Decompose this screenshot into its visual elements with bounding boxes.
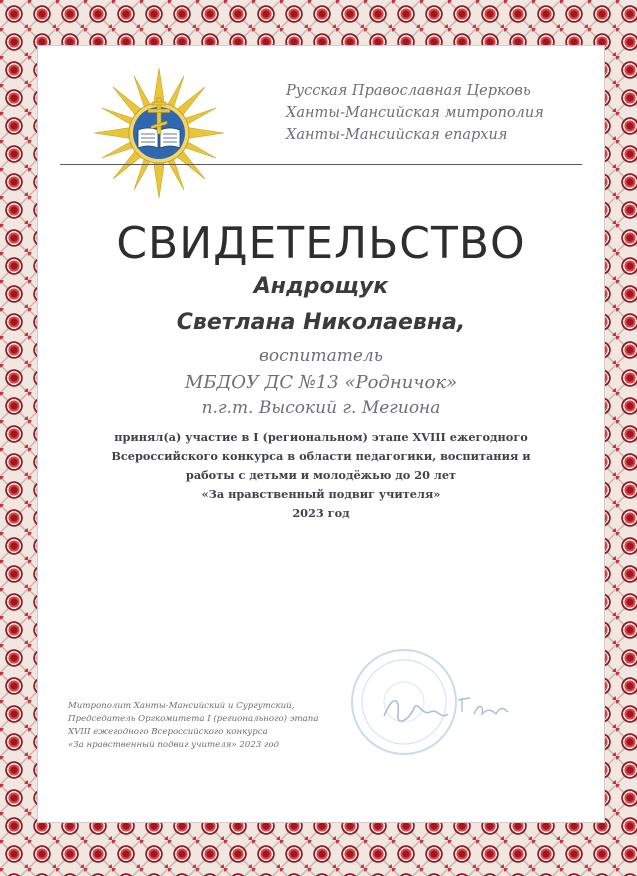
certificate-content xyxy=(38,46,604,822)
signatory-block xyxy=(68,700,358,752)
body-line: Всероссийского конкурса в области педагогики, воспитания и xyxy=(111,449,531,463)
church-emblem-icon xyxy=(94,68,224,198)
church-header xyxy=(286,80,586,146)
recipient-surname: Андрощук xyxy=(253,274,389,299)
certificate-title: СВИДЕТЕЛЬСТВО xyxy=(116,218,526,269)
recipient-location: п.г.т. Высокий г. Мегиона xyxy=(201,398,441,418)
header-line: Ханты-Мансийская епархия xyxy=(286,127,508,143)
participation-text xyxy=(38,428,604,523)
body-line: работы с детьми и молодёжью до 20 лет xyxy=(185,468,457,482)
signature xyxy=(378,686,528,736)
signatory-line: «За нравственный подвиг учителя» 2023 год xyxy=(68,740,279,750)
body-line: 2023 год xyxy=(292,506,350,520)
signatory-line: Председатель Оргкомитета I (регионального) этапа xyxy=(68,714,319,724)
header-line: Русская Православная Церковь xyxy=(286,83,531,99)
recipient-position: воспитатель xyxy=(258,346,384,366)
body-line: принял(а) участие в I (региональном) этапе XVIII ежегодного xyxy=(114,430,528,444)
body-line: «За нравственный подвиг учителя» xyxy=(201,487,441,501)
header-line: Ханты-Мансийская митрополия xyxy=(286,105,544,121)
recipient-organization: МБДОУ ДС №13 «Родничок» xyxy=(184,372,458,393)
signatory-line: XVIII ежегодного Всероссийского конкурса xyxy=(68,727,268,737)
signatory-line: Митрополит Ханты-Мансийский и Сургутский, xyxy=(68,701,295,711)
header-divider xyxy=(60,164,582,165)
recipient-given-names: Светлана Николаевна, xyxy=(176,310,466,335)
